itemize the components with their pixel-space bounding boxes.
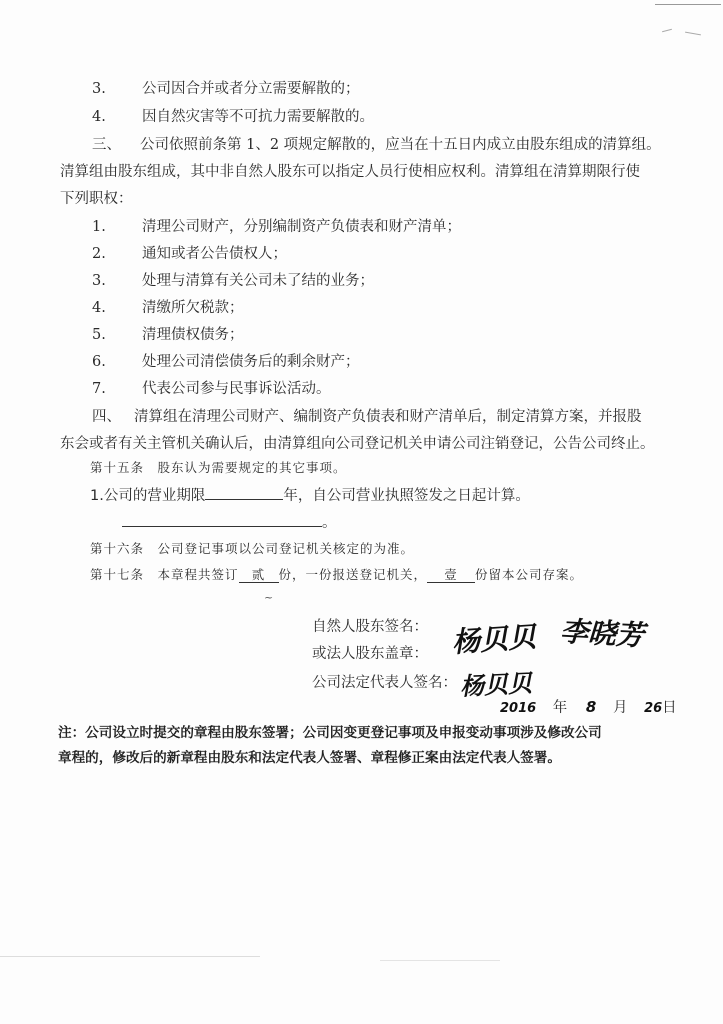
- scan-mark: [685, 32, 701, 36]
- section-number: 三、: [92, 137, 121, 153]
- section-4-line-1: 四、 清算组在清理公司财产、编制资产负债表和财产清单后，制定清算方案，并报股: [92, 409, 642, 425]
- article-15-item-1: 1.公司的营业期限 年，自公司营业执照签发之日起计算。: [90, 488, 530, 504]
- section-3-line-3: 下列职权：: [60, 191, 133, 207]
- list-item: 7. 代表公司参与民事诉讼活动。: [92, 381, 331, 397]
- copies-count: 贰: [239, 569, 279, 583]
- scan-mark: [662, 29, 672, 33]
- natural-person-signature-label: 自然人股东签名：: [312, 619, 428, 635]
- ink-mark: ~: [264, 591, 274, 604]
- section-4-line-2: 东会或者有关主管机关确认后，由清算组向公司登记机关申请公司注销登记，公告公司终止。: [60, 436, 655, 452]
- legal-representative-signature: 杨贝贝: [459, 669, 533, 701]
- list-item: [92, 82, 360, 97]
- list-item: 3. 处理与清算有关公司未了结的业务；: [92, 273, 374, 289]
- shareholder-signature-1: 杨贝贝: [450, 620, 538, 659]
- date-day: 26: [644, 701, 663, 716]
- kept-count: 壹: [427, 569, 475, 583]
- list-item: 6. 处理公司清偿债务后的剩余财产；: [92, 354, 360, 370]
- date-year: 2016: [500, 701, 537, 716]
- list-item: 2. 通知或者公告债权人；: [92, 246, 287, 262]
- list-item: 4. 清缴所欠税款；: [92, 300, 244, 316]
- article-15: 第十五条 股东认为需要规定的其它事项。: [90, 460, 347, 475]
- list-item: 1. 清理公司财产，分别编制资产负债表和财产清单；: [92, 219, 461, 235]
- list-item: [92, 110, 374, 125]
- section-number: 四、: [92, 409, 121, 425]
- item-text: 因自然灾害等不可抗力需要解散的。: [142, 109, 374, 125]
- scan-mark: [655, 4, 721, 5]
- article-17: 第十七条 本章程共签订 贰 份，一份报送登记机关， 壹 份留本公司存案。: [90, 567, 584, 582]
- shareholder-signature-2: 李晓芳: [559, 614, 645, 653]
- legal-person-seal-label: 或法人股东盖章：: [312, 646, 428, 662]
- item-number: 3.: [92, 81, 106, 97]
- scan-artifact-line: [0, 956, 260, 957]
- article-15-blank-line: 。: [122, 514, 337, 531]
- scan-artifact-line: [380, 960, 500, 961]
- term-blank: [205, 487, 283, 500]
- article-16: 第十六条 公司登记事项以公司登记机关核定的为准。: [90, 541, 415, 556]
- note-line-1: 注：公司设立时提交的章程由股东签署；公司因变更登记事项及申报变动事项涉及修改公司: [58, 725, 602, 741]
- section-3-line-1: 三、 公司依照前条第 1、2 项规定解散的，应当在十五日内成立由股东组成的清算组。: [92, 137, 661, 153]
- extra-items-blank: [122, 514, 322, 527]
- list-item: 5. 清理债权债务；: [92, 327, 244, 343]
- section-3-line-2: 清算组由股东组成，其中非自然人股东可以指定人员行使相应权利。清算组在清算期限行使: [60, 164, 640, 180]
- signing-date: 2016 年 8 月 26日: [500, 698, 677, 716]
- note-line-2: 章程的，修改后的新章程由股东和法定代表人签署、章程修正案由法定代表人签署。: [58, 750, 561, 766]
- legal-representative-signature-label: 公司法定代表人签名：: [312, 675, 457, 691]
- date-month: 8: [585, 698, 597, 716]
- item-number: 4.: [92, 109, 106, 125]
- item-text: 公司因合并或者分立需要解散的；: [142, 81, 360, 97]
